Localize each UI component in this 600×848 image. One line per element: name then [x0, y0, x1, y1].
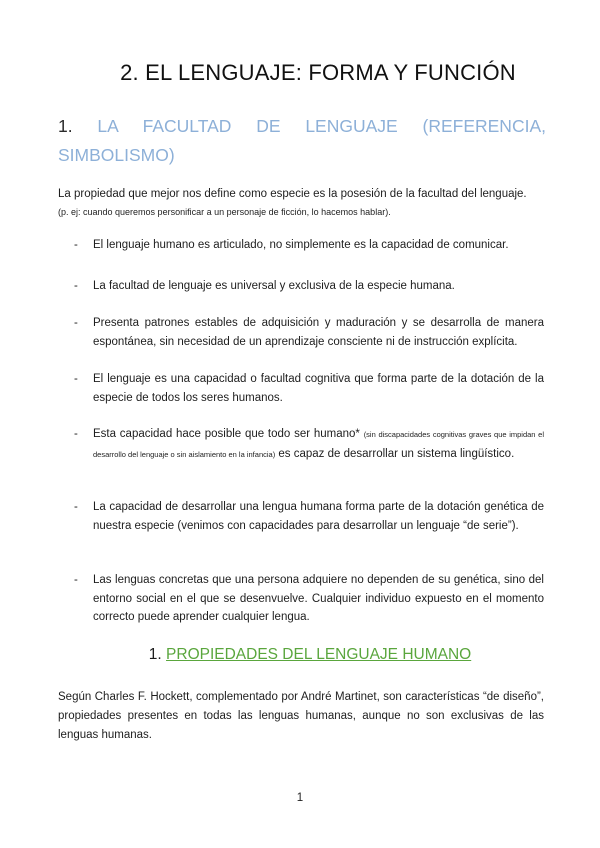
bullet-dash: -: [74, 317, 78, 329]
section-title-line1: LA FACULTAD DE LENGUAJE (REFERENCIA,: [97, 116, 546, 136]
list-item: [74, 314, 544, 351]
body-paragraph: Según Charles F. Hockett, complementado por André Martinet, son características “de diseño”, propiedades presentes en todas las lenguas humanas, aunque no son exclusivas de las lenguas humanas.: [58, 691, 544, 741]
list-item-text: Las lenguas concretas que una persona adquiere no dependen de su genética, sino del entorno social en el que se desenvuelve. Cualquier individuo expuesto en el momento correcto puede aprender cualquier lengua.: [93, 574, 544, 623]
list-item-text: El lenguaje humano es articulado, no simplemente es la capacidad de comunicar.: [93, 239, 509, 251]
intro-paragraph: [58, 185, 548, 221]
bullet-dash: -: [74, 239, 78, 251]
list-item-text: La capacidad de desarrollar una lengua humana forma parte de la dotación genética de nuestra especie (venimos con capacidades para desarrollar un lenguaje “de serie”).: [93, 501, 544, 532]
intro-note: (p. ej: cuando queremos personificar a un personaje de ficción, lo hacemos hablar): [58, 207, 389, 217]
section-heading: [58, 111, 546, 141]
list-item-note: (sin discapacidades cognitivas graves que impidan el desarrollo del lenguaje o sin aislamiento en la infancia): [93, 430, 544, 459]
list-item-text-before: Esta capacidad hace posible que todo ser humano*: [93, 428, 360, 440]
bullet-dash: -: [74, 501, 78, 513]
list-item: [74, 236, 544, 255]
list-item: [74, 498, 544, 535]
subsection-title-link[interactable]: PROPIEDADES DEL LENGUAJE HUMANO: [166, 646, 472, 663]
section-title-line2: SIMBOLISMO): [58, 145, 175, 165]
list-item: [74, 370, 544, 407]
subsection-heading: [0, 646, 600, 664]
list-item: [74, 571, 544, 627]
bullet-dash: -: [74, 574, 78, 586]
bullet-dash: -: [74, 373, 78, 385]
section-number: 1.: [58, 116, 73, 136]
list-item: [74, 425, 544, 464]
intro-text: La propiedad que mejor nos define como especie es la posesión de la facultad del lenguaje.: [58, 188, 527, 200]
list-item: [74, 277, 544, 296]
intro-note-end: .: [388, 207, 391, 217]
list-item-text: El lenguaje es una capacidad o facultad cognitiva que forma parte de la dotación de la especie de todos los seres humanos.: [93, 373, 544, 404]
bullet-dash: -: [74, 428, 78, 440]
bullet-dash: -: [74, 280, 78, 292]
list-item-text: Presenta patrones estables de adquisición y maduración y se desarrolla de manera espontánea, sin necesidad de un aprendizaje consciente ni de instrucción explícita.: [93, 317, 544, 348]
document-title: 2. EL LENGUAJE: FORMA Y FUNCIÓN: [120, 60, 516, 85]
list-item-text: La facultad de lenguaje es universal y exclusiva de la especie humana.: [93, 280, 455, 292]
subsection-number: 1.: [148, 646, 162, 663]
list-item-text-after: es capaz de desarrollar un sistema lingüístico.: [278, 447, 515, 460]
page-number: 1: [296, 792, 304, 804]
